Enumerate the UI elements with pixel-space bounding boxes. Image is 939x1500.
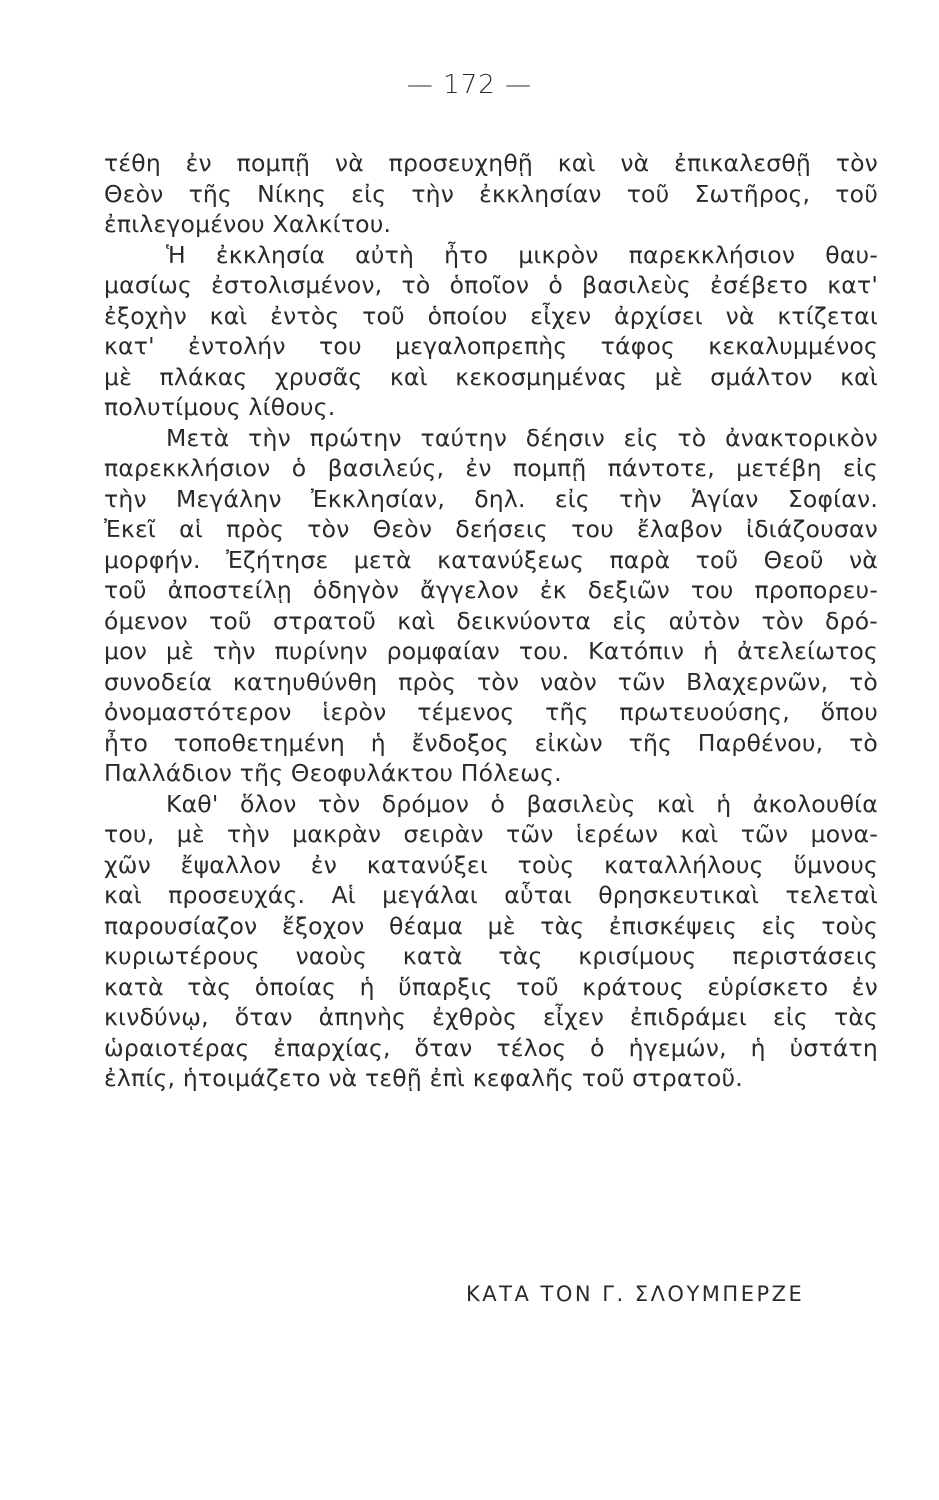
text-line: τὴν Μεγάλην Ἐκκλησίαν, δηλ. εἰς τὴν Ἁγίαν Σοφίαν. [104, 484, 878, 513]
text-line: τέθη ἐν πομπῇ νὰ προσευχηθῇ καὶ νὰ ἐπικαλεσθῇ τὸν [104, 149, 878, 177]
text-line: ἐπιλεγομένου Χαλκίτου. [104, 210, 392, 238]
text-line: μορφήν. Ἐζήτησε μετὰ κατανύξεως παρὰ τοῦ Θεοῦ νὰ [104, 545, 878, 574]
text-line: συνοδεία κατηυθύνθη πρὸς τὸν ναὸν τῶν Βλαχερνῶν, τὸ [104, 667, 878, 696]
text-line: Ἡ ἐκκλησία αὐτὴ ἦτο μικρὸν παρεκκλήσιον θαυ- [166, 240, 878, 269]
text-line: κατὰ τὰς ὁποίας ἡ ὕπαρξις τοῦ κράτους εὑρίσκετο ἐν [104, 972, 878, 1001]
text-line: ὡραιοτέρας ἐπαρχίας, ὅταν τέλος ὁ ἡγεμών, ἡ ὑστάτη [104, 1033, 878, 1062]
text-line: πολυτίμους λίθους. [104, 393, 336, 421]
text-line: μὲ πλάκας χρυσᾶς καὶ κεκοσμημένας μὲ σμάλτον καὶ [104, 362, 878, 391]
text-line: όμενον τοῦ στρατοῦ καὶ δεικνύοντα εἰς αὐτὸν τὸν δρό- [104, 606, 878, 635]
text-line: ἦτο τοποθετημένη ἡ ἔνδοξος εἰκὼν τῆς Παρθένου, τὸ [104, 728, 878, 757]
text-line: ἐξοχὴν καὶ ἐντὸς τοῦ ὁποίου εἶχεν ἀρχίσει νὰ κτίζεται [104, 301, 878, 330]
text-line: κινδύνῳ, ὅταν ἀπηνὴς ἐχθρὸς εἶχεν ἐπιδράμει εἰς τὰς [104, 1003, 878, 1031]
text-line: Καθ' ὅλον τὸν δρόμον ὁ βασιλεὺς καὶ ἡ ἀκολουθία [166, 789, 878, 818]
text-line: ἐλπίς, ἡτοιμάζετο νὰ τεθῇ ἐπὶ κεφαλῆς τοῦ στρατοῦ. [104, 1064, 743, 1092]
text-line: καὶ προσευχάς. Αἱ μεγάλαι αὗται θρησκευτικαὶ τελεταὶ [104, 881, 878, 909]
body-text [104, 148, 878, 1094]
text-line: παρουσίαζον ἔξοχον θέαμα μὲ τὰς ἐπισκέψεις εἰς τοὺς [104, 911, 878, 940]
text-line: Ἐκεῖ αἱ πρὸς τὸν Θεὸν δεήσεις του ἔλαβον ἰδιάζουσαν [104, 515, 878, 543]
text-line: μον μὲ τὴν πυρίνην ρομφαίαν του. Κατόπιν ἡ ἀτελείωτος [104, 637, 878, 665]
text-line: κυριωτέρους ναοὺς κατὰ τὰς κρισίμους περιστάσεις [104, 942, 878, 970]
page-number: — 172 — [406, 70, 533, 100]
author-attribution: ΚΑΤΑ ΤΟΝ Γ. ΣΛΟΥΜΠΕΡΖΕ [466, 1282, 805, 1306]
text-line: χῶν ἔψαλλον ἐν κατανύξει τοὺς καταλλήλους ὕμνους [104, 850, 878, 879]
text-line: Μετὰ τὴν πρώτην ταύτην δέησιν εἰς τὸ ἀνακτορικὸν [166, 423, 878, 452]
text-line: του, μὲ τὴν μακρὰν σειρὰν τῶν ἱερέων καὶ τῶν μονα- [104, 820, 878, 848]
text-line: κατ' ἐντολήν του μεγαλοπρεπὴς τάφος κεκαλυμμένος [104, 332, 878, 360]
text-line: τοῦ ἀποστείλῃ ὁδηγὸν ἄγγελον ἐκ δεξιῶν του προπορευ- [104, 576, 878, 604]
text-line: Θεὸν τῆς Νίκης εἰς τὴν ἐκκλησίαν τοῦ Σωτῆρος, τοῦ [104, 179, 878, 208]
text-line: μασίως ἐστολισμένον, τὸ ὁποῖον ὁ βασιλεὺς ἐσέβετο κατ' [104, 271, 878, 299]
text-line: παρεκκλήσιον ὁ βασιλεύς, ἐν πομπῇ πάντοτε, μετέβη εἰς [104, 454, 878, 482]
text-line: ὀνομαστότερον ἱερὸν τέμενος τῆς πρωτευούσης, ὅπου [104, 698, 878, 726]
text-line: Παλλάδιον τῆς Θεοφυλάκτου Πόλεως. [104, 759, 562, 787]
